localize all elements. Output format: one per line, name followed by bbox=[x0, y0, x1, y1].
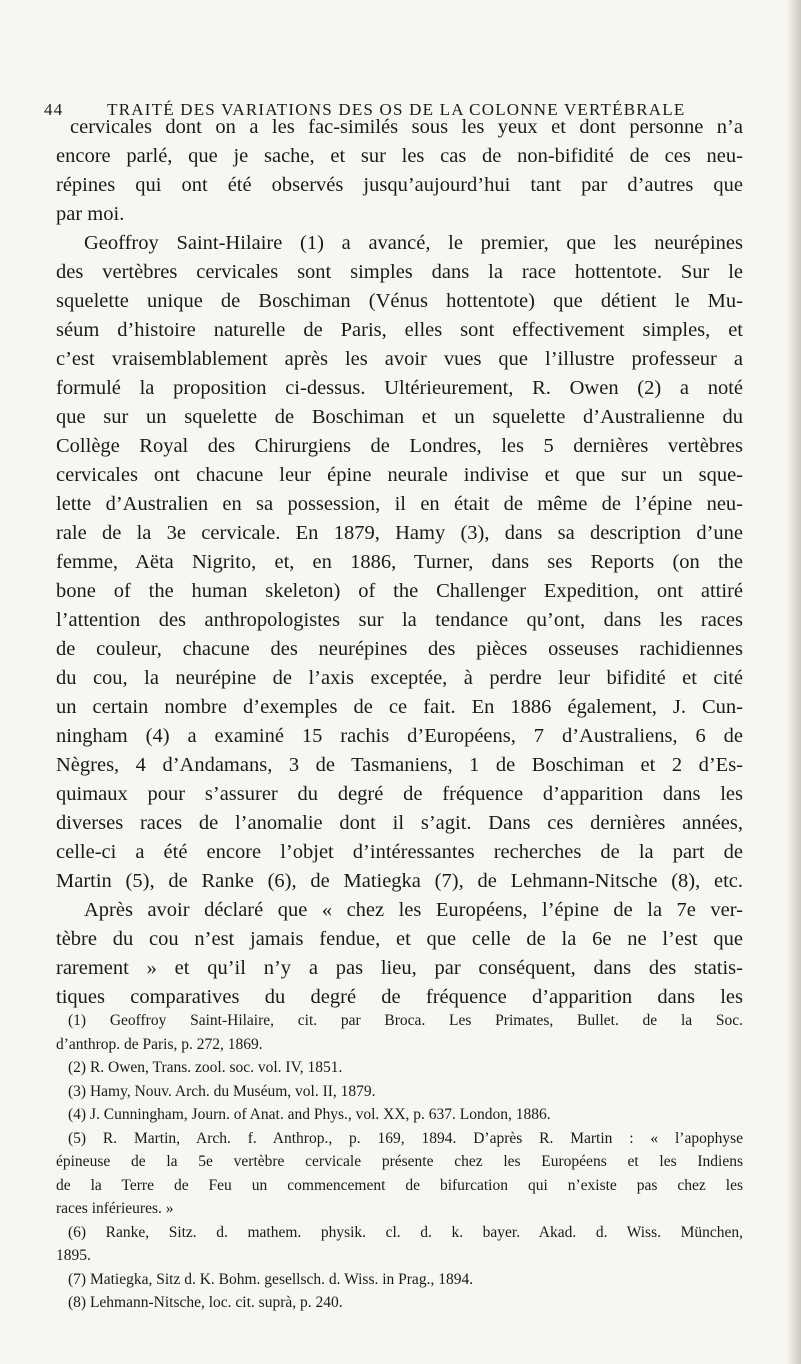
body-line: rarement » et qu’il n’y a pas lieu, par conséquent, dans des statis- bbox=[56, 957, 743, 979]
body-line: Nègres, 4 d’Andamans, 3 de Tasmaniens, 1 de Boschiman et 2 d’Es- bbox=[56, 754, 743, 776]
body-line: squelette unique de Boschiman (Vénus hottentote) que détient le Mu- bbox=[56, 290, 743, 312]
body-line: diverses races de l’anomalie dont il s’agit. Dans ces dernières années, bbox=[56, 812, 743, 834]
body-line: cervicales ont chacune leur épine neurale indivise et que sur un sque- bbox=[56, 464, 743, 486]
body-line: Après avoir déclaré que « chez les Européens, l’épine de la 7e ver- bbox=[84, 899, 743, 921]
body-line: quimaux pour s’assurer du degré de fréquence d’apparition dans les bbox=[56, 783, 743, 805]
page-edge-shadow bbox=[787, 0, 801, 1364]
body-line: un certain nombre d’exemples de ce fait. En 1886 également, J. Cun- bbox=[56, 696, 743, 718]
body-line: par moi. bbox=[56, 203, 125, 225]
page-number: 44 bbox=[44, 100, 64, 119]
body-line: du cou, la neurépine de l’axis exceptée, à perdre leur bifidité et cité bbox=[56, 667, 743, 689]
body-line: c’est vraisemblablement après les avoir vues que l’illustre professeur a bbox=[56, 348, 743, 370]
footnote-line: (7) Matiegka, Sitz d. K. Bohm. gesellsch. d. Wiss. in Prag., 1894. bbox=[68, 1270, 474, 1288]
body-line: rale de la 3e cervicale. En 1879, Hamy (3), dans sa description d’une bbox=[56, 522, 743, 544]
body-line: que sur un squelette de Boschiman et un squelette d’Australienne du bbox=[56, 406, 743, 428]
body-line: Collège Royal des Chirurgiens de Londres, les 5 dernières vertèbres bbox=[56, 435, 743, 457]
body-line: femme, Aëta Nigrito, et, en 1886, Turner, dans ses Reports (on the bbox=[56, 551, 743, 573]
body-line: ningham (4) a examiné 15 rachis d’Européens, 7 d’Australiens, 6 de bbox=[56, 725, 743, 747]
footnote-line: (3) Hamy, Nouv. Arch. du Muséum, vol. II, 1879. bbox=[68, 1082, 376, 1100]
body-line: celle-ci a été encore l’objet d’intéressantes recherches de la part de bbox=[56, 841, 743, 863]
body-line: des vertèbres cervicales sont simples dans la race hottentote. Sur le bbox=[56, 261, 743, 283]
footnote-line: épineuse de la 5e vertèbre cervicale présente chez les Européens et les Indiens bbox=[56, 1153, 743, 1170]
body-line: séum d’histoire naturelle de Paris, elles sont effectivement simples, et bbox=[56, 319, 743, 341]
footnotes bbox=[56, 1009, 743, 1315]
body-line: Geoffroy Saint-Hilaire (1) a avancé, le premier, que les neurépines bbox=[84, 232, 743, 254]
body-line: formulé la proposition ci-dessus. Ultérieurement, R. Owen (2) a noté bbox=[56, 377, 743, 399]
footnote-line: (5) R. Martin, Arch. f. Anthrop., p. 169, 1894. D’après R. Martin : « l’apophyse bbox=[68, 1129, 743, 1147]
body-line: tèbre du cou n’est jamais fendue, et que celle de la 6e ne l’est que bbox=[56, 928, 743, 950]
body-line: cervicales dont on a les fac-similés sous les yeux et dont personne n’a bbox=[70, 116, 743, 138]
body-line: l’attention des anthropologistes sur la tendance qu’ont, dans les races bbox=[56, 609, 743, 631]
footnote-line: d’anthrop. de Paris, p. 272, 1869. bbox=[56, 1035, 263, 1053]
body-line: encore parlé, que je sache, et sur les cas de non-bifidité de ces neu- bbox=[56, 145, 743, 167]
footnote-line: 1895. bbox=[56, 1247, 91, 1264]
body-line: bone of the human skeleton) of the Challenger Expedition, ont attiré bbox=[56, 580, 743, 602]
body-line: tiques comparatives du degré de fréquence d’apparition dans les bbox=[56, 986, 743, 1008]
body-line: lette d’Australien en sa possession, il en était de même de l’épine neu- bbox=[56, 493, 743, 515]
footnote-line: (6) Ranke, Sitz. d. mathem. physik. cl. d. k. bayer. Akad. d. Wiss. München, bbox=[68, 1223, 743, 1241]
footnote-line: (4) J. Cunningham, Journ. of Anat. and Phys., vol. XX, p. 637. London, 1886. bbox=[68, 1106, 551, 1123]
running-title: TRAITÉ DES VARIATIONS DES OS DE LA COLONNE VERTÉBRALE bbox=[107, 100, 686, 119]
body-text bbox=[56, 113, 743, 1012]
footnote-line: (8) Lehmann-Nitsche, loc. cit. suprà, p. 240. bbox=[68, 1294, 343, 1311]
footnote-line: (1) Geoffroy Saint-Hilaire, cit. par Broca. Les Primates, Bullet. de la Soc. bbox=[68, 1012, 743, 1029]
body-line: Martin (5), de Ranke (6), de Matiegka (7), de Lehmann-Nitsche (8), etc. bbox=[56, 870, 743, 892]
body-line: répines qui ont été observés jusqu’aujourd’hui tant par d’autres que bbox=[56, 174, 743, 196]
footnote-line: de la Terre de Feu un commencement de bifurcation qui n’existe pas chez les bbox=[56, 1176, 743, 1194]
body-line: de couleur, chacune des neurépines des pièces osseuses rachidiennes bbox=[56, 638, 743, 660]
footnote-line: races inférieures. » bbox=[56, 1200, 174, 1217]
footnote-line: (2) R. Owen, Trans. zool. soc. vol. IV, 1851. bbox=[68, 1059, 343, 1076]
